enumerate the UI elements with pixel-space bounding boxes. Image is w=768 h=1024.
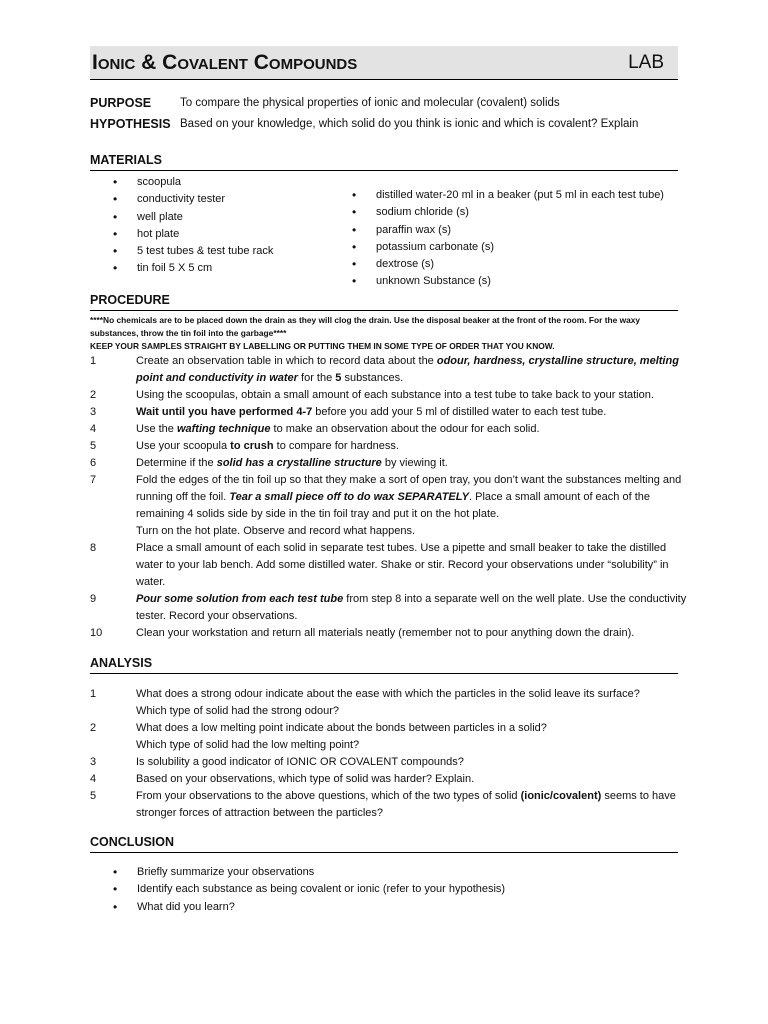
analysis-question-text: From your observations to the above questions, which of the two types of solid xyxy=(136,790,521,802)
material-item: • 5 test tubes & test tube rack xyxy=(113,243,343,260)
procedure-step-text: by viewing it. xyxy=(381,457,448,469)
analysis-question-text: What does a strong odour indicate about the ease with which the particles in the solid leave its surface? xyxy=(136,688,640,700)
material-item: • scoopula xyxy=(113,174,343,191)
procedure-step-number: 5 xyxy=(90,440,97,452)
procedure-step xyxy=(90,421,690,438)
procedure-step-text: solid has a crystalline structure xyxy=(216,457,382,469)
title-part: I xyxy=(92,51,98,74)
procedure-step-text: Fold the edges of the tin foil up so that they make a sort of open tray, you don’t want the substances melting and running off the foil. xyxy=(136,474,682,503)
analysis-question-text: (ionic/covalent) xyxy=(520,790,602,802)
procedure-step-text: from step 8 into a separate well on the well plate. Use the conductivity tester. Record your observations. xyxy=(136,593,687,622)
analysis-heading: ANALYSIS xyxy=(90,656,678,674)
procedure-step-text: Create an observation table in which to record data about the xyxy=(136,355,437,367)
procedure-step xyxy=(90,472,690,540)
analysis-question-text: Which type of solid had the low melting point? xyxy=(136,739,360,751)
analysis-question-number: 4 xyxy=(90,773,97,785)
analysis-question-text: What does a low melting point indicate about the bonds between particles in a solid? xyxy=(136,722,547,734)
procedure-step-text: Tear a small piece off to do wax SEPARATELY xyxy=(229,491,469,503)
procedure-step-text: Turn on the hot plate. Observe and record what happens. xyxy=(136,525,416,537)
title-part: ovalent xyxy=(177,51,248,74)
analysis-question-number: 5 xyxy=(90,790,97,802)
title-part: onic xyxy=(97,51,136,74)
analysis-questions xyxy=(90,686,690,822)
conclusion-item: • Identify each substance as being covalent or ionic (refer to your hypothesis) xyxy=(113,881,673,898)
material-item: • dextrose (s) xyxy=(352,256,682,273)
procedure-step-text: Use your scoopula xyxy=(136,440,231,452)
title-part: ompounds xyxy=(268,51,358,74)
conclusion-item: • What did you learn? xyxy=(113,899,673,916)
procedure-step-number: 1 xyxy=(90,355,97,367)
material-item: • hot plate xyxy=(113,226,343,243)
analysis-question-number: 1 xyxy=(90,688,97,700)
procedure-step-text: substances. xyxy=(341,372,404,384)
drain-warning: ****No chemicals are to be placed down the drain as they will clog the drain. Use the disposal beaker at the front of the room. For the waxy substances, throw the tin foil into the garbage**** xyxy=(90,315,641,338)
hypothesis-label: HYPOTHESIS xyxy=(90,117,171,131)
procedure-step xyxy=(90,387,690,404)
procedure-step-text: to crush xyxy=(230,440,274,452)
page-title xyxy=(92,51,357,75)
title-part: & C xyxy=(135,51,178,74)
procedure-step-number: 7 xyxy=(90,474,97,486)
analysis-question-text: Based on your observations, which type of solid was harder? Explain. xyxy=(136,773,475,785)
material-item: • conductivity tester xyxy=(113,191,343,208)
material-item: • well plate xyxy=(113,209,343,226)
procedure-steps xyxy=(90,353,690,642)
procedure-step-text: for the xyxy=(297,372,336,384)
procedure-step-number: 8 xyxy=(90,542,97,554)
procedure-step xyxy=(90,540,690,591)
procedure-step-text: to compare for hardness. xyxy=(273,440,399,452)
analysis-question-number: 3 xyxy=(90,756,97,768)
procedure-step xyxy=(90,404,690,421)
procedure-step xyxy=(90,353,690,387)
procedure-step-text: Wait until you have performed 4-7 xyxy=(136,406,313,418)
procedure-step-text: Clean your workstation and return all materials neatly (remember not to pour anything down the drain). xyxy=(136,627,635,639)
title-bar xyxy=(90,46,678,80)
procedure-step-number: 2 xyxy=(90,389,97,401)
procedure-step-text: before you add your 5 ml of distilled water to each test tube. xyxy=(312,406,607,418)
procedure-step-text: Place a small amount of each solid in separate test tubes. Use a pipette and small beaker to take the distilled water to your lab bench. Add some distilled water. Shake or stir. Record your observations under “solubility” in water. xyxy=(136,542,669,588)
materials-list-left xyxy=(113,174,343,278)
procedure-step xyxy=(90,625,690,642)
procedure-step-text: Pour some solution from each test tube xyxy=(136,593,344,605)
procedure-warning xyxy=(90,314,680,353)
procedure-step xyxy=(90,438,690,455)
procedure-step xyxy=(90,455,690,472)
analysis-question-text: Is solubility a good indicator of IONIC OR COVALENT compounds? xyxy=(136,756,464,768)
analysis-question-text: seems to have stronger forces of attraction between the particles? xyxy=(136,790,676,819)
material-item: • tin foil 5 X 5 cm xyxy=(113,260,343,277)
material-item: • sodium chloride (s) xyxy=(352,204,682,221)
analysis-question xyxy=(90,720,690,754)
procedure-step-number: 3 xyxy=(90,406,97,418)
material-item: • potassium carbonate (s) xyxy=(352,239,682,256)
analysis-question xyxy=(90,754,690,771)
analysis-question-number: 2 xyxy=(90,722,97,734)
procedure-step xyxy=(90,591,690,625)
procedure-step-text: Determine if the xyxy=(136,457,217,469)
labelling-instruction: KEEP YOUR SAMPLES STRAIGHT BY LABELLING OR PUTTING THEM IN SOME TYPE OF ORDER THAT YOU KNOW. xyxy=(90,341,555,351)
hypothesis-text: Based on your knowledge, which solid do you think is ionic and which is covalent? Explain xyxy=(180,118,639,130)
analysis-question xyxy=(90,686,690,720)
procedure-step-number: 4 xyxy=(90,423,97,435)
lab-label: LAB xyxy=(628,52,664,73)
procedure-step-text: wafting technique xyxy=(176,423,271,435)
material-item: • unknown Substance (s) xyxy=(352,273,682,290)
purpose-label: PURPOSE xyxy=(90,96,152,110)
procedure-step-number: 9 xyxy=(90,593,97,605)
material-item: • paraffin wax (s) xyxy=(352,222,682,239)
procedure-step-text: Use the xyxy=(136,423,177,435)
procedure-heading: PROCEDURE xyxy=(90,293,678,311)
purpose-text: To compare the physical properties of ionic and molecular (covalent) solids xyxy=(180,97,560,109)
materials-list-right xyxy=(352,187,682,291)
procedure-step-text: odour, hardness, crystalline structure, melting point and conductivity in water xyxy=(136,355,679,384)
conclusion-list xyxy=(113,864,673,916)
conclusion-heading: CONCLUSION xyxy=(90,835,678,853)
procedure-step-text: Using the scoopulas, obtain a small amount of each substance into a test tube to take back to your station. xyxy=(136,389,654,401)
conclusion-item: • Briefly summarize your observations xyxy=(113,864,673,881)
materials-heading: MATERIALS xyxy=(90,153,678,171)
analysis-question-text: Which type of solid had the strong odour? xyxy=(136,705,340,717)
analysis-question xyxy=(90,788,690,822)
analysis-question xyxy=(90,771,690,788)
title-part: C xyxy=(247,51,269,74)
procedure-step-number: 6 xyxy=(90,457,97,469)
material-item: • distilled water-20 ml in a beaker (put 5 ml in each test tube) xyxy=(352,187,682,204)
procedure-step-text: to make an observation about the odour for each solid. xyxy=(270,423,540,435)
procedure-step-text: . Place a small amount of each of the remaining 4 solids side by side in the tin foil tray and put it on the hot plate. xyxy=(136,491,650,520)
procedure-step-text: 5 xyxy=(335,372,342,384)
procedure-step-number: 10 xyxy=(90,627,103,639)
